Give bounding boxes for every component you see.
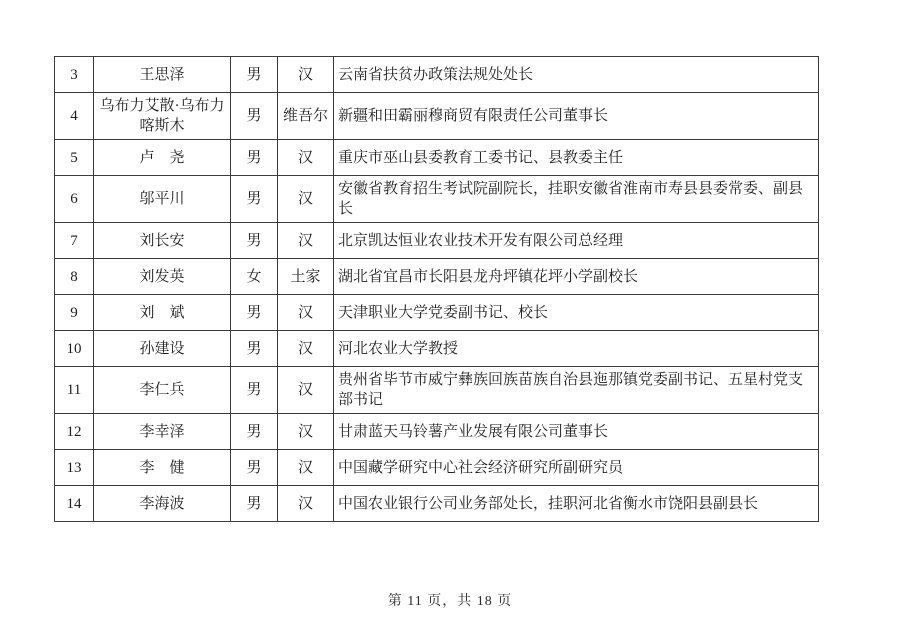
cell-position: 新疆和田霸丽穆商贸有限责任公司董事长 [334, 93, 819, 140]
cell-number: 5 [55, 140, 94, 176]
cell-ethnicity: 汉 [278, 176, 334, 223]
cell-gender: 男 [231, 295, 278, 331]
table-row [55, 295, 819, 331]
cell-number: 3 [55, 57, 94, 93]
cell-position: 安徽省教育招生考试院副院长，挂职安徽省淮南市寿县县委常委、副县长 [334, 176, 819, 223]
table-row [55, 486, 819, 522]
cell-name: 乌布力艾散·乌布力喀斯木 [94, 93, 231, 140]
cell-number: 11 [55, 367, 94, 414]
table-row [55, 223, 819, 259]
cell-number: 9 [55, 295, 94, 331]
table-row [55, 176, 819, 223]
table-row [55, 450, 819, 486]
cell-ethnicity: 汉 [278, 450, 334, 486]
roster-table [54, 56, 819, 522]
cell-gender: 男 [231, 331, 278, 367]
cell-gender: 男 [231, 450, 278, 486]
cell-ethnicity: 汉 [278, 414, 334, 450]
page-number: 第 11 页，共 18 页 [387, 594, 513, 609]
cell-ethnicity: 汉 [278, 331, 334, 367]
roster-table-container [54, 56, 818, 522]
cell-name: 卢 尧 [94, 140, 231, 176]
cell-position: 重庆市巫山县委教育工委书记、县教委主任 [334, 140, 819, 176]
cell-name: 刘长安 [94, 223, 231, 259]
cell-ethnicity: 汉 [278, 367, 334, 414]
cell-number: 6 [55, 176, 94, 223]
cell-number: 10 [55, 331, 94, 367]
cell-ethnicity: 维吾尔 [278, 93, 334, 140]
table-row [55, 259, 819, 295]
cell-position: 云南省扶贫办政策法规处处长 [334, 57, 819, 93]
cell-name: 王思泽 [94, 57, 231, 93]
cell-gender: 男 [231, 367, 278, 414]
cell-name: 李仁兵 [94, 367, 231, 414]
cell-gender: 男 [231, 176, 278, 223]
cell-position: 天津职业大学党委副书记、校长 [334, 295, 819, 331]
cell-position: 中国藏学研究中心社会经济研究所副研究员 [334, 450, 819, 486]
cell-ethnicity: 汉 [278, 140, 334, 176]
cell-ethnicity: 汉 [278, 223, 334, 259]
cell-position: 甘肃蓝天马铃薯产业发展有限公司董事长 [334, 414, 819, 450]
cell-position: 河北农业大学教授 [334, 331, 819, 367]
cell-name: 刘发英 [94, 259, 231, 295]
cell-ethnicity: 汉 [278, 295, 334, 331]
cell-number: 12 [55, 414, 94, 450]
table-row [55, 331, 819, 367]
cell-ethnicity: 土家 [278, 259, 334, 295]
cell-name: 李 健 [94, 450, 231, 486]
cell-name: 李海波 [94, 486, 231, 522]
cell-position: 中国农业银行公司业务部处长，挂职河北省衡水市饶阳县副县长 [334, 486, 819, 522]
cell-ethnicity: 汉 [278, 486, 334, 522]
cell-name: 刘 斌 [94, 295, 231, 331]
cell-number: 14 [55, 486, 94, 522]
cell-name: 邬平川 [94, 176, 231, 223]
cell-number: 7 [55, 223, 94, 259]
cell-position: 湖北省宜昌市长阳县龙舟坪镇花坪小学副校长 [334, 259, 819, 295]
cell-ethnicity: 汉 [278, 57, 334, 93]
cell-gender: 男 [231, 140, 278, 176]
table-row [55, 140, 819, 176]
cell-gender: 男 [231, 486, 278, 522]
cell-gender: 男 [231, 223, 278, 259]
cell-gender: 男 [231, 93, 278, 140]
cell-number: 8 [55, 259, 94, 295]
table-row [55, 367, 819, 414]
table-row [55, 93, 819, 140]
cell-name: 李幸泽 [94, 414, 231, 450]
roster-table-body [55, 57, 819, 522]
cell-number: 13 [55, 450, 94, 486]
cell-gender: 男 [231, 414, 278, 450]
cell-name: 孙建设 [94, 331, 231, 367]
table-row [55, 57, 819, 93]
cell-number: 4 [55, 93, 94, 140]
table-row [55, 414, 819, 450]
cell-position: 北京凯达恒业农业技术开发有限公司总经理 [334, 223, 819, 259]
cell-gender: 男 [231, 57, 278, 93]
cell-position: 贵州省毕节市威宁彝族回族苗族自治县迤那镇党委副书记、五星村党支部书记 [334, 367, 819, 414]
cell-gender: 女 [231, 259, 278, 295]
